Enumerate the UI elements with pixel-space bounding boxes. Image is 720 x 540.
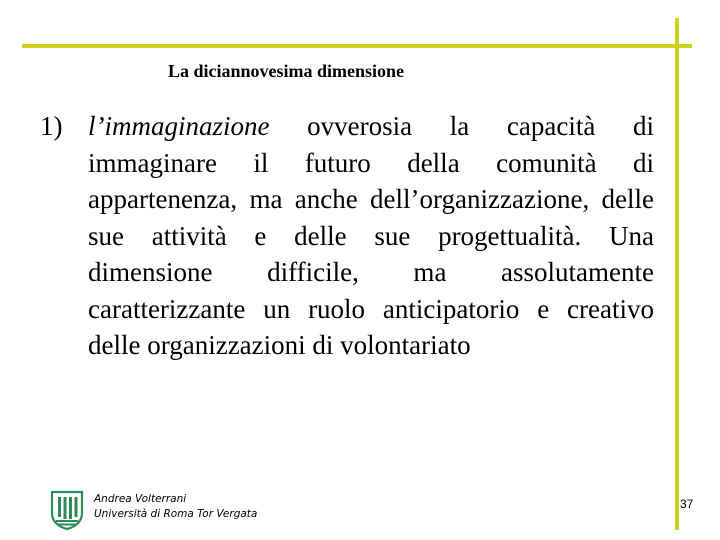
footer-author: Andrea Volterrani bbox=[94, 493, 187, 505]
slide-title: La diciannovesima dimensione bbox=[168, 61, 405, 81]
item-body: ovverosia la capacità di immaginare il futuro della comunità di appartenenza, ma anche dell’organizzazione, delle sue attività e delle sue progettualità. Una dimensione difficile, ma assolutamente caratterizzante un ruolo anticipatorio e creativo delle organizzazioni di volontariato bbox=[88, 111, 654, 360]
footer-credit bbox=[94, 492, 257, 522]
top-rule bbox=[22, 44, 692, 48]
page-number: 37 bbox=[680, 497, 694, 511]
item-emphasis: l’immaginazione bbox=[88, 111, 270, 141]
footer-university: Università di Roma Tor Vergata bbox=[94, 508, 258, 520]
right-rule bbox=[675, 18, 679, 530]
numbered-item bbox=[40, 108, 654, 364]
item-text bbox=[88, 108, 654, 364]
university-crest-icon bbox=[49, 489, 85, 531]
item-number: 1) bbox=[40, 111, 63, 141]
